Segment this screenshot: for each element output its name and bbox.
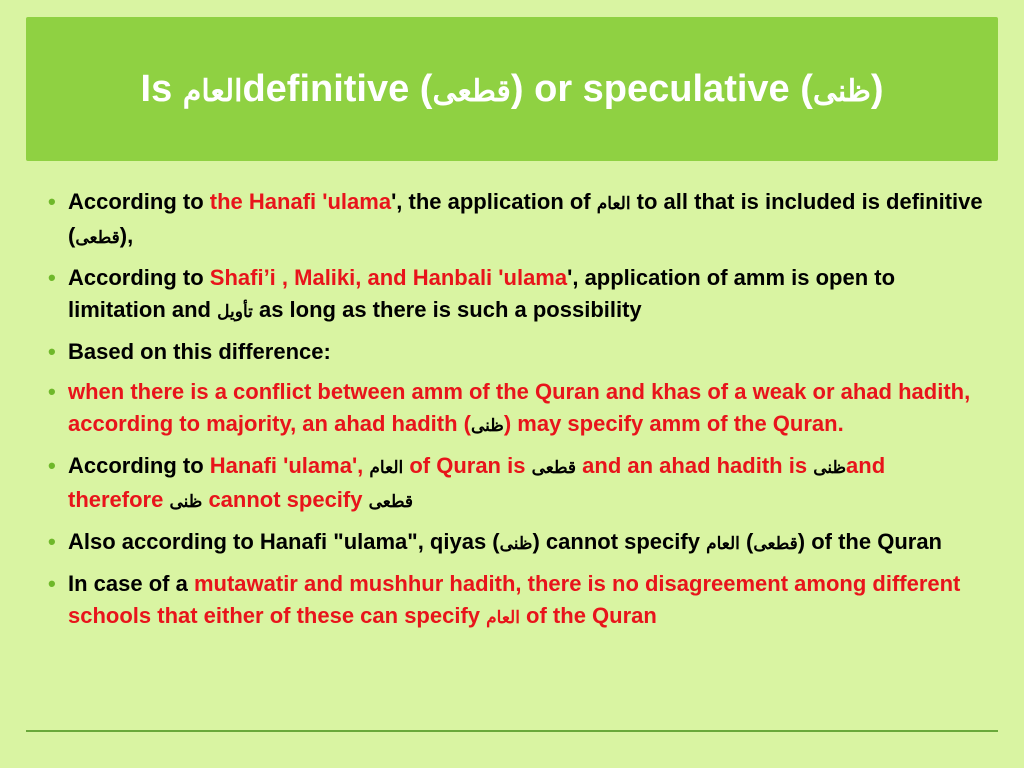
- bullet-5-arabic-3: ظنى: [813, 458, 847, 477]
- bullet-2-arabic-1: تأويل: [217, 302, 253, 321]
- title-arabic-1: العام: [182, 74, 243, 108]
- bullet-4-arabic-1: ظنى: [470, 416, 504, 435]
- bullet-item-7: [40, 568, 985, 634]
- bullet-3-text-1: Based on this difference:: [68, 339, 331, 364]
- bullet-5-text-1: According to: [68, 453, 210, 478]
- bullet-1-text-4: ),: [119, 223, 134, 248]
- title-arabic-2: قطعى: [432, 74, 511, 108]
- bullet-5-highlight-3: and an ahad hadith is: [576, 453, 814, 478]
- bullet-1-arabic-1: العام: [596, 194, 631, 213]
- bullet-6-text-1: Also according to Hanafi "ulama", qiyas (: [68, 529, 500, 554]
- bullet-7-highlight: mutawatir and mushhur hadith, there is no disagreement among different schools that either of these can specify: [68, 571, 961, 628]
- bullet-4-text-1: when there is a conflict between amm of the Quran and khas of a weak or ahad hadith, according to majority, an ahad hadith (: [68, 379, 971, 436]
- title-text-2: definitive (: [242, 67, 433, 110]
- bullet-6-arabic-2: العام: [706, 534, 740, 553]
- bullet-2-highlight: Shafi’i , Maliki, and Hanbali 'ulama: [209, 265, 568, 290]
- bullet-icon: •: [48, 379, 56, 404]
- bullet-icon: •: [48, 265, 56, 290]
- slide-title: [141, 68, 884, 111]
- bullet-icon: •: [48, 339, 56, 364]
- bullet-item-6: [40, 526, 985, 560]
- bullet-6-text-2: ) cannot specify: [532, 529, 707, 554]
- bullet-item-2: [40, 262, 985, 328]
- bullet-7-text-2: of the Quran: [519, 603, 657, 628]
- bullet-1-text-1: According to: [68, 189, 210, 214]
- bullet-1-highlight: the Hanafi 'ulama: [209, 189, 392, 214]
- bullet-item-4: [40, 376, 985, 442]
- title-text-4: ): [870, 67, 884, 110]
- bullet-5-arabic-5: قطعى: [368, 492, 414, 511]
- bullet-icon: •: [48, 529, 56, 554]
- title-text-1: Is: [140, 67, 183, 110]
- bullet-5-arabic-1: العام: [369, 458, 404, 477]
- bullet-icon: •: [48, 453, 56, 478]
- bullet-icon: •: [48, 189, 56, 214]
- bullet-item-5: [40, 450, 985, 518]
- bullet-item-1: [40, 186, 985, 254]
- title-text-3: ) or speculative (: [510, 67, 813, 110]
- bullet-6-text-4: ) of the Quran: [797, 529, 942, 554]
- bullet-2-text-3: as long as there is such a possibility: [252, 297, 642, 322]
- bullet-5-highlight-2: of Quran is: [403, 453, 532, 478]
- bullet-6-arabic-1: ظنى: [499, 534, 533, 553]
- bullet-5-arabic-2: قطعى: [531, 458, 577, 477]
- bullet-7-arabic-1: العام: [486, 608, 520, 627]
- bullet-6-arabic-3: قطعى: [753, 534, 798, 553]
- bullet-list: [40, 186, 985, 642]
- bullet-1-text-3: to all that is included is definitive (: [68, 189, 983, 248]
- bullet-1-text-2: ', the application of: [391, 189, 597, 214]
- title-bar: [26, 17, 998, 161]
- bullet-item-3: [40, 336, 985, 368]
- bullet-5-highlight-1: Hanafi 'ulama',: [209, 453, 370, 478]
- bullet-2-text-1: According to: [68, 265, 210, 290]
- bullet-5-arabic-4: ظنى: [169, 492, 203, 511]
- bullet-7-text-1: In case of a: [68, 571, 194, 596]
- bullet-5-highlight-5: cannot specify: [202, 487, 369, 512]
- bullet-1-arabic-2: قطعى: [75, 228, 120, 247]
- bullet-5-highlight-4: and therefore: [68, 453, 886, 512]
- bullet-icon: •: [48, 571, 56, 596]
- title-arabic-3: ظنى: [812, 74, 871, 108]
- bullet-4-text-2: ) may specify amm of the Quran.: [503, 411, 844, 436]
- footer-divider: [26, 730, 998, 732]
- bullet-6-text-3: (: [739, 529, 754, 554]
- bullet-2-text-2: ', application of amm is open to limitation and: [68, 265, 896, 322]
